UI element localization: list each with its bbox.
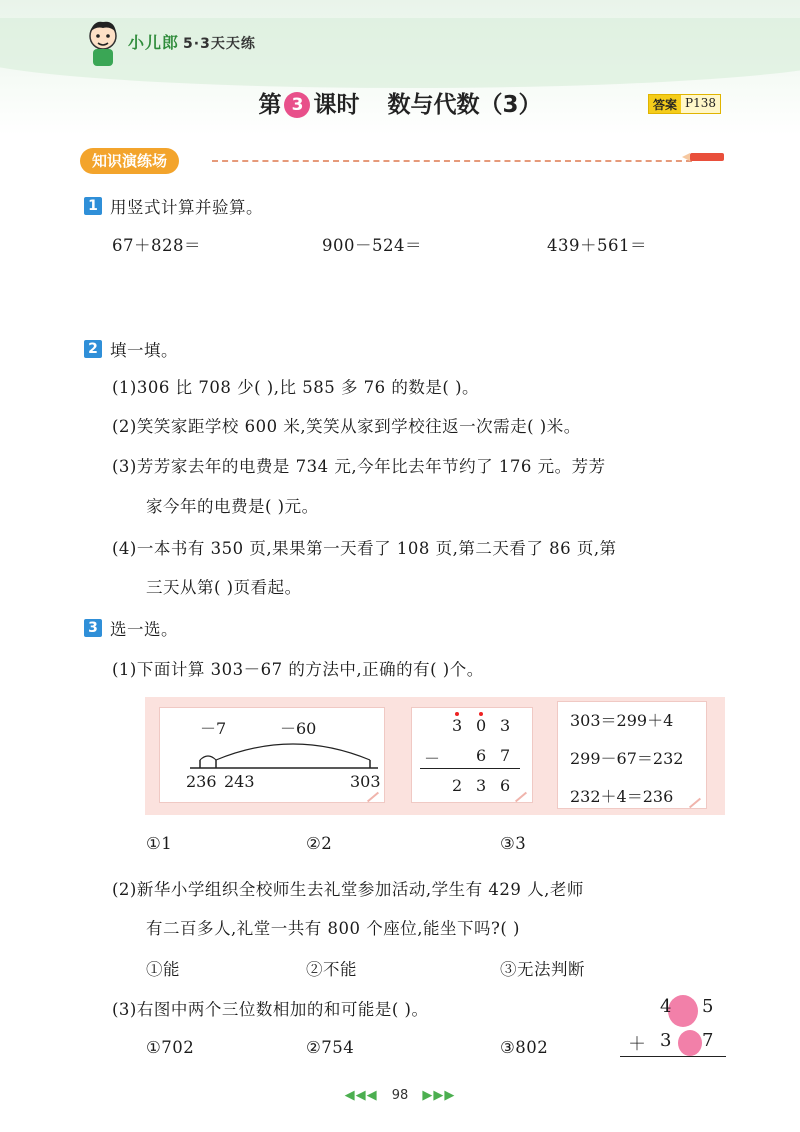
lesson-suffix: 课时 bbox=[313, 92, 360, 118]
question-3-prompt: 选一选。 bbox=[110, 620, 178, 639]
prev-arrows-icon: ◀◀◀ bbox=[344, 1088, 378, 1103]
number-line-arc-large bbox=[216, 744, 370, 760]
obscured-digit-bottom bbox=[678, 1030, 702, 1056]
brand-logo bbox=[128, 30, 256, 53]
sub-row3-d1: 2 bbox=[452, 776, 463, 795]
section-divider bbox=[212, 160, 692, 162]
page-number: 98 bbox=[391, 1088, 409, 1103]
question-1-number: 1 bbox=[84, 197, 102, 215]
sub-row2-d1: 6 bbox=[476, 746, 487, 765]
figure-number-line bbox=[159, 707, 385, 803]
addition-bottom-d1: 3 bbox=[660, 1030, 672, 1051]
number-line-label-a: －7 bbox=[200, 719, 227, 738]
answer-label: 答案 bbox=[649, 95, 681, 113]
sub-row1-d2: 0 bbox=[476, 716, 487, 735]
q1-item-1: 67＋828＝ bbox=[112, 236, 201, 255]
q3-p1-option-2[interactable]: ②2 bbox=[306, 834, 333, 853]
q3-p3-option-2[interactable]: ②754 bbox=[306, 1038, 355, 1057]
addition-operator: ＋ bbox=[628, 1034, 647, 1055]
sub-row3-d2: 3 bbox=[476, 776, 487, 795]
q3-p1-option-1[interactable]: ①1 bbox=[146, 834, 173, 853]
question-3-number: 3 bbox=[84, 619, 102, 637]
sub-rule bbox=[420, 768, 520, 769]
equation-2: 299－67＝232 bbox=[570, 749, 684, 768]
q3-p3-question: (3)右图中两个三位数相加的和可能是( )。 bbox=[112, 1000, 429, 1019]
sub-row3-d3: 6 bbox=[500, 776, 511, 795]
page-footer bbox=[0, 1088, 800, 1103]
q2-line-5: (4)一本书有 350 页,果果第一天看了 108 页,第二天看了 86 页,第 bbox=[112, 539, 617, 558]
answer-page-badge bbox=[648, 94, 721, 114]
q3-p1-question: (1)下面计算 303－67 的方法中,正确的有( )个。 bbox=[112, 660, 484, 679]
number-line-tick-label-236: 236 bbox=[186, 772, 217, 791]
q3-p3-option-1[interactable]: ①702 bbox=[146, 1038, 195, 1057]
q3-p3-option-3[interactable]: ③802 bbox=[500, 1038, 549, 1057]
question-1-prompt: 用竖式计算并验算。 bbox=[110, 198, 263, 217]
q3-p1-option-3[interactable]: ③3 bbox=[500, 834, 527, 853]
q3-p2-line-1: (2)新华小学组织全校师生去礼堂参加活动,学生有 429 人,老师 bbox=[112, 880, 584, 899]
figure-vertical-subtraction bbox=[411, 707, 533, 803]
question-2-number: 2 bbox=[84, 340, 102, 358]
question-2-prompt: 填一填。 bbox=[110, 341, 178, 360]
addition-top-d1: 4 bbox=[660, 996, 672, 1017]
sub-row1-d3: 3 bbox=[500, 716, 511, 735]
addition-rule bbox=[620, 1056, 726, 1057]
q2-line-1: (1)306 比 708 少( ),比 585 多 76 的数是( )。 bbox=[112, 378, 480, 397]
sub-operator: － bbox=[424, 749, 441, 768]
lesson-topic: 数与代数（3） bbox=[387, 92, 542, 118]
q3-p2-line-2: 有二百多人,礼堂一共有 800 个座位,能坐下吗?( ) bbox=[146, 919, 520, 938]
sub-row1-d1: 3 bbox=[452, 716, 463, 735]
q1-item-2: 900－524＝ bbox=[322, 236, 422, 255]
brand-name: 小儿郎 bbox=[128, 33, 180, 52]
pencil-icon bbox=[690, 153, 724, 161]
number-line-tick-label-243: 243 bbox=[224, 772, 255, 791]
section-title: 知识演练场 bbox=[80, 148, 179, 174]
obscured-digit-top bbox=[668, 995, 698, 1027]
sub-row2-d2: 7 bbox=[500, 746, 511, 765]
q3-p2-option-1[interactable]: ①能 bbox=[146, 960, 180, 979]
q2-line-2: (2)笑笑家距学校 600 米,笑笑从家到学校往返一次需走( )米。 bbox=[112, 417, 581, 436]
q2-line-6: 三天从第( )页看起。 bbox=[146, 578, 302, 597]
equation-3: 232＋4＝236 bbox=[570, 787, 674, 806]
equation-1: 303＝299＋4 bbox=[570, 711, 674, 730]
brand-series: 5·3天天练 bbox=[183, 36, 256, 52]
lesson-number-badge: 3 bbox=[284, 92, 310, 118]
figure-equations bbox=[557, 701, 707, 809]
addition-top-d3: 5 bbox=[702, 996, 714, 1017]
q3-figure-panel bbox=[145, 697, 725, 815]
number-line-label-b: －60 bbox=[280, 719, 317, 738]
q3-p2-option-2[interactable]: ②不能 bbox=[306, 960, 357, 979]
number-line-tick-label-303: 303 bbox=[350, 772, 381, 791]
lesson-prefix: 第 bbox=[258, 92, 282, 118]
addition-bottom-d3: 7 bbox=[702, 1030, 714, 1051]
q1-item-3: 439＋561＝ bbox=[547, 236, 647, 255]
next-arrows-icon: ▶▶▶ bbox=[422, 1088, 456, 1103]
q2-line-4: 家今年的电费是( )元。 bbox=[146, 497, 319, 516]
answer-page: P138 bbox=[681, 95, 720, 113]
q3-p2-option-3[interactable]: ③无法判断 bbox=[500, 960, 585, 979]
q2-line-3: (3)芳芳家去年的电费是 734 元,今年比去年节约了 176 元。芳芳 bbox=[112, 457, 606, 476]
mascot-icon bbox=[82, 18, 124, 68]
number-line-arc-small bbox=[200, 756, 216, 760]
